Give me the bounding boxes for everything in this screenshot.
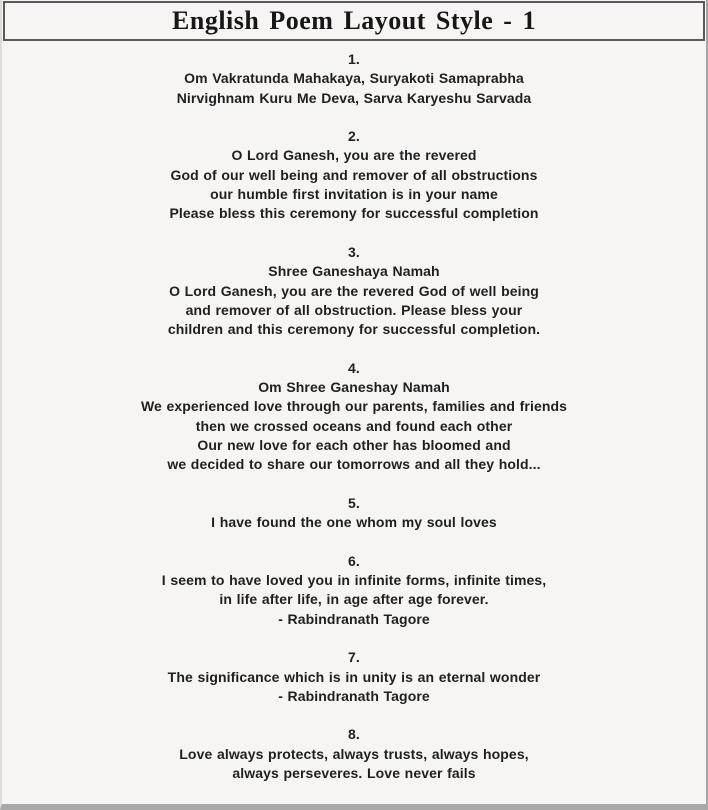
page-title: English Poem Layout Style - 1 [172, 6, 536, 35]
page-title-bar [3, 1, 705, 41]
poem-line: We experienced love through our parents, families and friends [140, 398, 568, 415]
poem-stanza-1 [2, 50, 706, 108]
poem-line: children and this ceremony for successful completion. [167, 321, 541, 338]
stanza-number: 1. [348, 51, 360, 67]
stanza-number: 4. [348, 359, 360, 376]
poem-line: Om Shree Ganeshay Namah [258, 379, 450, 396]
stanza-number: 5. [348, 494, 360, 511]
stanza-number: 6. [348, 552, 360, 569]
poem-line: I seem to have loved you in infinite forms, infinite times, [161, 572, 547, 589]
poem-line: - Rabindranath Tagore [278, 610, 430, 627]
poem-line: Shree Ganeshaya Namah [268, 263, 440, 280]
poem-line: Please bless this ceremony for successful completion [169, 205, 539, 222]
poem-stanza-8 [2, 725, 706, 783]
poem-line: Nirvighnam Kuru Me Deva, Sarva Karyeshu Sarvada [176, 89, 532, 106]
stanza-number: 7. [348, 649, 360, 666]
stanza-number: 2. [348, 128, 360, 145]
poem-line: - Rabindranath Tagore [278, 687, 430, 704]
poem-line: Our new love for each other has bloomed and [197, 436, 511, 453]
poem-line: Love always protects, always trusts, always hopes, [179, 745, 529, 762]
poem-line: O Lord Ganesh, you are the revered God of well being [169, 282, 539, 299]
poem-stanza-7 [2, 648, 706, 706]
poem-line: always perseveres. Love never fails [232, 764, 476, 781]
poem-line: God of our well being and remover of all obstructions [170, 166, 538, 183]
stanza-number: 3. [348, 243, 360, 260]
poem-stanza-5 [2, 494, 706, 533]
poem-stanza-6 [2, 552, 706, 629]
poem-line: our humble first invitation is in your name [210, 186, 498, 203]
poem-line: we decided to share our tomorrows and all they hold... [167, 456, 541, 473]
poem-line: then we crossed oceans and found each other [195, 417, 513, 434]
poem-line: The significance which is in unity is an eternal wonder [167, 668, 541, 685]
stanza-number: 8. [348, 726, 360, 743]
poem-stanza-3 [2, 243, 706, 339]
poem-list [2, 41, 706, 783]
poem-line: and remover of all obstruction. Please bless your [185, 301, 523, 318]
poem-line: Om Vakratunda Mahakaya, Suryakoti Samaprabha [184, 70, 524, 87]
poem-line: in life after life, in age after age forever. [219, 591, 489, 608]
poem-line: O Lord Ganesh, you are the revered [231, 147, 477, 164]
poem-stanza-4 [2, 359, 706, 475]
poem-line: I have found the one whom my soul loves [211, 514, 497, 531]
poem-stanza-2 [2, 127, 706, 223]
